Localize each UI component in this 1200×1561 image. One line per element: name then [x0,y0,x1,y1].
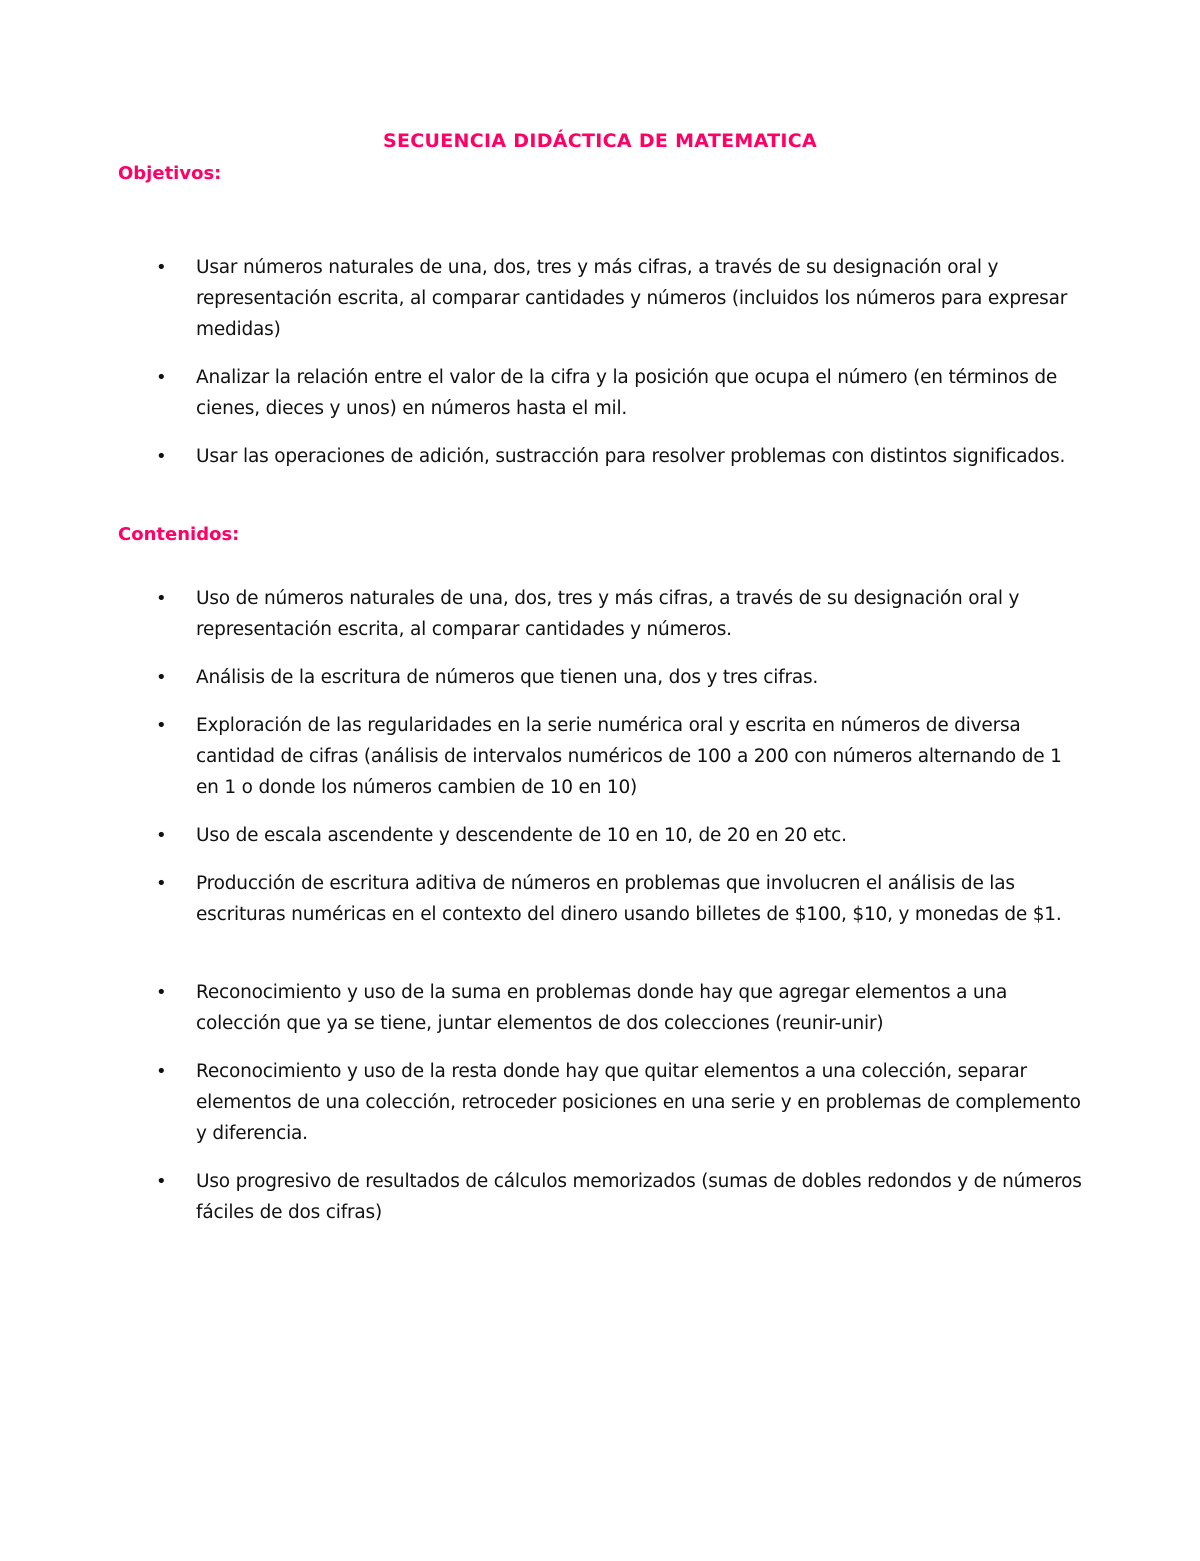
list-item-text: Analizar la relación entre el valor de la cifra y la posición que ocupa el número (en términos de cienes, dieces y unos) en números hasta el mil. [196,367,1058,419]
list-item [150,662,1090,693]
bullet-icon: • [156,588,167,609]
list-item-text: Usar números naturales de una, dos, tres y más cifras, a través de su designación oral y representación escrita, al comparar cantidades y números (incluidos los números para expresar medidas) [196,257,1068,340]
list-item-text: Usar las operaciones de adición, sustracción para resolver problemas con distintos significados. [196,446,1066,467]
list-item-text: Análisis de la escritura de números que tienen una, dos y tres cifras. [196,667,819,688]
list-item-text: Reconocimiento y uso de la resta donde hay que quitar elementos a una colección, separar elementos de una colección, retroceder posiciones en una serie y en problemas de complemento y diferencia. [196,1061,1081,1144]
objetivos-heading: Objetivos: [118,163,222,184]
list-item [150,1056,1090,1149]
list-item-text: Exploración de las regularidades en la serie numérica oral y escrita en números de diversa cantidad de cifras (análisis de intervalos numéricos de 100 a 200 con números alternando de 1 en 1 o donde los números cambien de 10 en 10) [196,715,1062,798]
list-item [150,252,1090,345]
bullet-icon: • [156,1171,167,1192]
document-title: SECUENCIA DIDÁCTICA DE MATEMATICA [383,130,817,152]
list-item-text: Producción de escritura aditiva de números en problemas que involucren el análisis de las escrituras numéricas en el contexto del dinero usando billetes de $100, $10, y monedas de $1. [196,873,1062,925]
bullet-icon: • [156,446,167,467]
list-item-text: Reconocimiento y uso de la suma en problemas donde hay que agregar elementos a una colección que ya se tiene, juntar elementos de dos colecciones (reunir-unir) [196,982,1008,1034]
list-item [150,362,1090,424]
list-item [150,868,1090,930]
bullet-icon: • [156,873,167,894]
list-item [150,977,1090,1039]
bullet-icon: • [156,982,167,1003]
list-item [150,441,1090,472]
bullet-icon: • [156,1061,167,1082]
list-item [150,710,1090,803]
bullet-icon: • [156,715,167,736]
bullet-icon: • [156,257,167,278]
list-item-text: Uso de escala ascendente y descendente de 10 en 10, de 20 en 20 etc. [196,825,847,846]
bullet-icon: • [156,825,167,846]
list-item [150,583,1090,645]
bullet-icon: • [156,667,167,688]
list-item-text: Uso progresivo de resultados de cálculos memorizados (sumas de dobles redondos y de números fáciles de dos cifras) [196,1171,1082,1223]
contenidos-list [150,583,1090,1245]
contenidos-heading: Contenidos: [118,524,240,545]
list-item [150,820,1090,851]
list-item [150,1166,1090,1228]
objetivos-list [150,252,1090,489]
list-item-text: Uso de números naturales de una, dos, tres y más cifras, a través de su designación oral y representación escrita, al comparar cantidades y números. [196,588,1020,640]
bullet-icon: • [156,367,167,388]
